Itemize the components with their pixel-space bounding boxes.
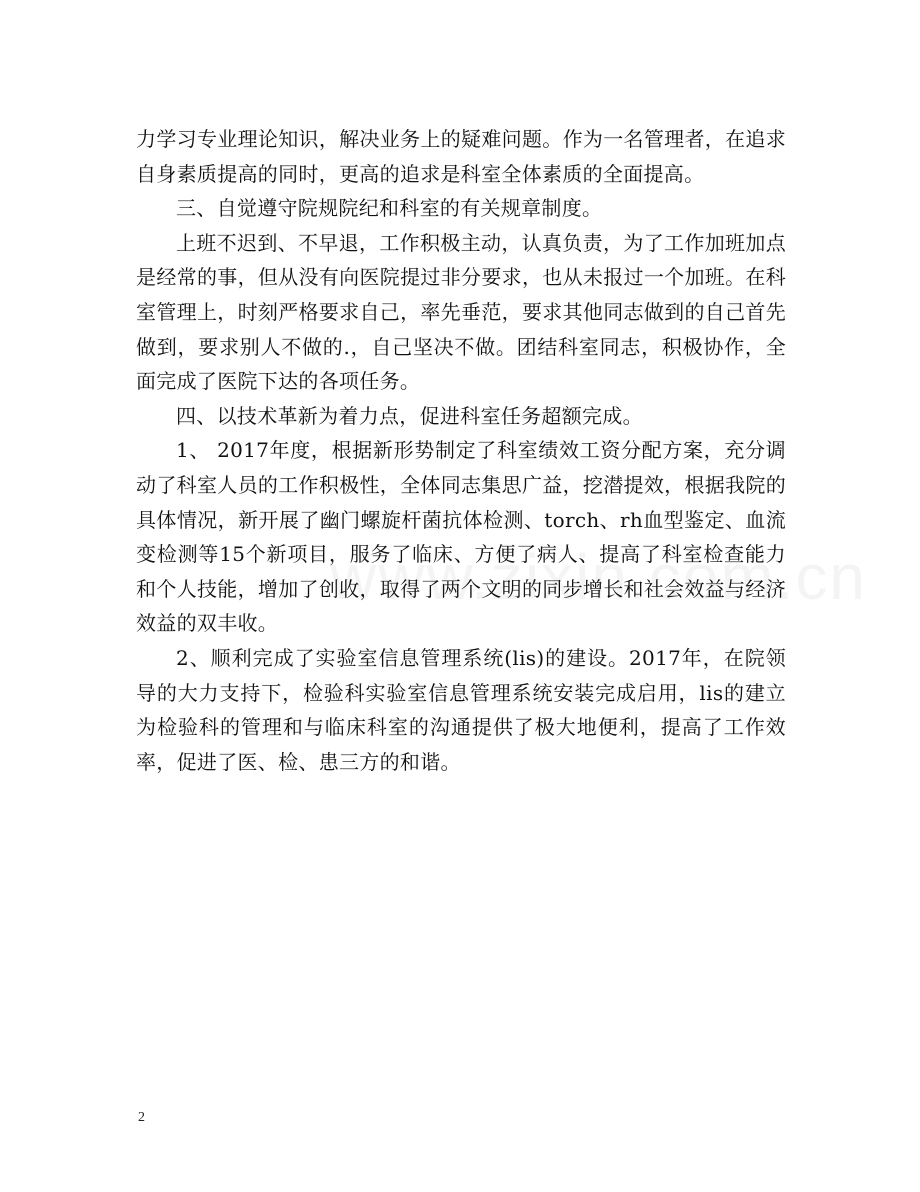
document-body [136,122,786,779]
section-heading-four: 四、以技术革新为着力点，促进科室任务超额完成。 [176,403,643,428]
page-number: 2 [138,1110,145,1125]
list-item-1: 1、 2017年度，根据新形势制定了科室绩效工资分配方案，充分调动了科室人员的工作积极性，全体同志集思广益，挖潜提效，根据我院的具体情况，新开展了幽门螺旋杆菌抗体检测、torch、rh血型鉴定、血流变检测等15个新项目，服务了临床、方便了病人、提高了科室检查能力和个人技能，增加了创收，取得了两个文明的同步增长和社会效益与经济效益的双丰收。 [136,438,786,636]
paragraph-continuation: 力学习专业理论知识，解决业务上的疑难问题。作为一名管理者，在追求自身素质提高的同时，更高的追求是科室全体素质的全面提高。 [136,127,786,186]
section-heading-three: 三、自觉遵守院规院纪和科室的有关规章制度。 [176,196,603,221]
paragraph: 上班不迟到、不早退，工作积极主动，认真负责，为了工作加班加点是经常的事，但从没有向医院提过非分要求，也从未报过一个加班。在科室管理上，时刻严格要求自己，率先垂范，要求其他同志做到的自己首先做到，要求别人不做的.，自己坚决不做。团结科室同志，积极协作，全面完成了医院下达的各项任务。 [136,230,786,394]
list-item-2: 2、顺利完成了实验室信息管理系统(lis)的建设。2017年，在院领导的大力支持下，检验科实验室信息管理系统安装完成启用，lis的建立为检验科的管理和与临床科室的沟通提供了极大地便利，提高了工作效率，促进了医、检、患三方的和谐。 [136,645,786,774]
